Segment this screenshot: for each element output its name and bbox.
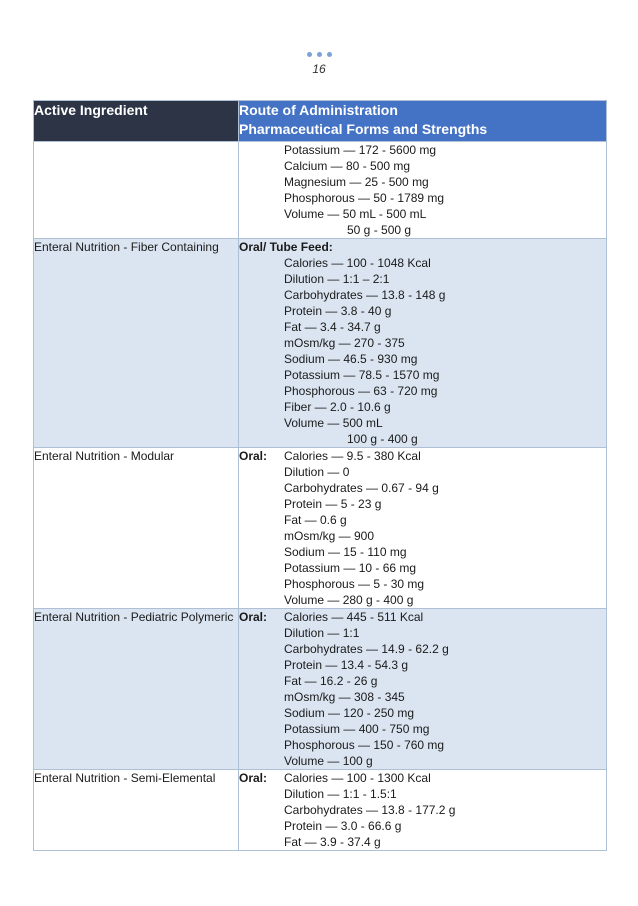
strength-item: Potassium — 78.5 - 1570 mg bbox=[284, 368, 440, 382]
strength-item: Carbohydrates — 14.9 - 62.2 g bbox=[284, 642, 449, 656]
table-header-row bbox=[34, 101, 607, 142]
page-number: 16 bbox=[312, 62, 326, 76]
strength-item: Fat — 3.4 - 34.7 g bbox=[284, 320, 381, 334]
col-header-route-line1: Route of Administration bbox=[239, 102, 398, 118]
strength-item: Phosphorous — 150 - 760 mg bbox=[284, 738, 445, 752]
strength-item: Dilution — 0 bbox=[284, 465, 350, 479]
route-label: Oral: bbox=[239, 771, 268, 785]
strength-item: Calories — 100 - 1048 Kcal bbox=[284, 256, 431, 270]
strength-item: Calories — 445 - 511 Kcal bbox=[284, 610, 424, 624]
strength-item: Phosphorous — 5 - 30 mg bbox=[284, 577, 425, 591]
ingredient-cell bbox=[34, 142, 239, 239]
strength-item: Potassium — 400 - 750 mg bbox=[284, 722, 430, 736]
decorative-dots-icon bbox=[0, 52, 638, 60]
strength-item: Sodium — 120 - 250 mg bbox=[284, 706, 415, 720]
strength-item: Carbohydrates — 13.8 - 177.2 g bbox=[284, 803, 456, 817]
strength-item: Volume — 50 mL - 500 mL bbox=[284, 207, 427, 221]
strength-item: Sodium — 46.5 - 930 mg bbox=[284, 352, 418, 366]
strength-item: Calcium — 80 - 500 mg bbox=[284, 159, 411, 173]
strength-item: Protein — 13.4 - 54.3 g bbox=[284, 658, 409, 672]
strength-list bbox=[239, 142, 606, 222]
route-label: Oral: bbox=[239, 449, 268, 463]
ingredient-cell: Enteral Nutrition - Fiber Containing bbox=[34, 239, 239, 448]
strength-list bbox=[239, 770, 606, 850]
strength-item: mOsm/kg — 308 - 345 bbox=[284, 690, 405, 704]
page-header bbox=[0, 52, 638, 76]
strength-item: Magnesium — 25 - 500 mg bbox=[284, 175, 429, 189]
strength-list bbox=[239, 255, 606, 431]
strength-list bbox=[239, 609, 606, 769]
strength-item: Calories — 100 - 1300 Kcal bbox=[284, 771, 431, 785]
col-header-active-ingredient: Active Ingredient bbox=[34, 101, 239, 142]
table-row bbox=[34, 239, 607, 448]
strength-item: Dilution — 1:1 - 1.5:1 bbox=[284, 787, 397, 801]
ingredient-cell: Enteral Nutrition - Semi-Elemental bbox=[34, 770, 239, 851]
strength-item: Dilution — 1:1 bbox=[284, 626, 360, 640]
ingredient-cell: Enteral Nutrition - Modular bbox=[34, 448, 239, 609]
route-cell bbox=[239, 239, 607, 448]
strength-item: Volume — 100 g bbox=[284, 754, 373, 768]
strength-continuation: 100 g - 400 g bbox=[347, 432, 418, 446]
strength-item: Potassium — 172 - 5600 mg bbox=[284, 143, 437, 157]
route-label: Oral/ Tube Feed: bbox=[239, 240, 333, 254]
strength-item: Dilution — 1:1 – 2:1 bbox=[284, 272, 390, 286]
strength-item: Phosphorous — 63 - 720 mg bbox=[284, 384, 438, 398]
strength-item: Fat — 16.2 - 26 g bbox=[284, 674, 378, 688]
route-cell bbox=[239, 609, 607, 770]
strength-continuation: 50 g - 500 g bbox=[347, 223, 412, 237]
strength-item: Fat — 0.6 g bbox=[284, 513, 347, 527]
strength-item: Volume — 500 mL bbox=[284, 416, 383, 430]
route-cell bbox=[239, 448, 607, 609]
route-cell bbox=[239, 142, 607, 239]
strength-item: Calories — 9.5 - 380 Kcal bbox=[284, 449, 421, 463]
strength-item: Carbohydrates — 13.8 - 148 g bbox=[284, 288, 446, 302]
table-row bbox=[34, 609, 607, 770]
strength-item: Sodium — 15 - 110 mg bbox=[284, 545, 407, 559]
table-row bbox=[34, 142, 607, 239]
strength-item: Protein — 5 - 23 g bbox=[284, 497, 382, 511]
strength-item: mOsm/kg — 900 bbox=[284, 529, 375, 543]
strength-item: Potassium — 10 - 66 mg bbox=[284, 561, 417, 575]
strength-item: Protein — 3.8 - 40 g bbox=[284, 304, 392, 318]
col-header-route-line2: Pharmaceutical Forms and Strengths bbox=[239, 121, 488, 137]
table-row bbox=[34, 770, 607, 851]
strength-item: Volume — 280 g - 400 g bbox=[284, 593, 414, 607]
strength-item: Phosphorous — 50 - 1789 mg bbox=[284, 191, 445, 205]
strength-item: Carbohydrates — 0.67 - 94 g bbox=[284, 481, 439, 495]
route-label: Oral: bbox=[239, 610, 268, 624]
strength-item: Fiber — 2.0 - 10.6 g bbox=[284, 400, 391, 414]
strength-list bbox=[239, 448, 606, 608]
col-header-route bbox=[239, 101, 607, 142]
table-row bbox=[34, 448, 607, 609]
strength-item: Protein — 3.0 - 66.6 g bbox=[284, 819, 402, 833]
ingredient-table bbox=[33, 100, 607, 851]
strength-item: Fat — 3.9 - 37.4 g bbox=[284, 835, 381, 849]
ingredient-cell: Enteral Nutrition - Pediatric Polymeric bbox=[34, 609, 239, 770]
route-cell bbox=[239, 770, 607, 851]
strength-item: mOsm/kg — 270 - 375 bbox=[284, 336, 405, 350]
